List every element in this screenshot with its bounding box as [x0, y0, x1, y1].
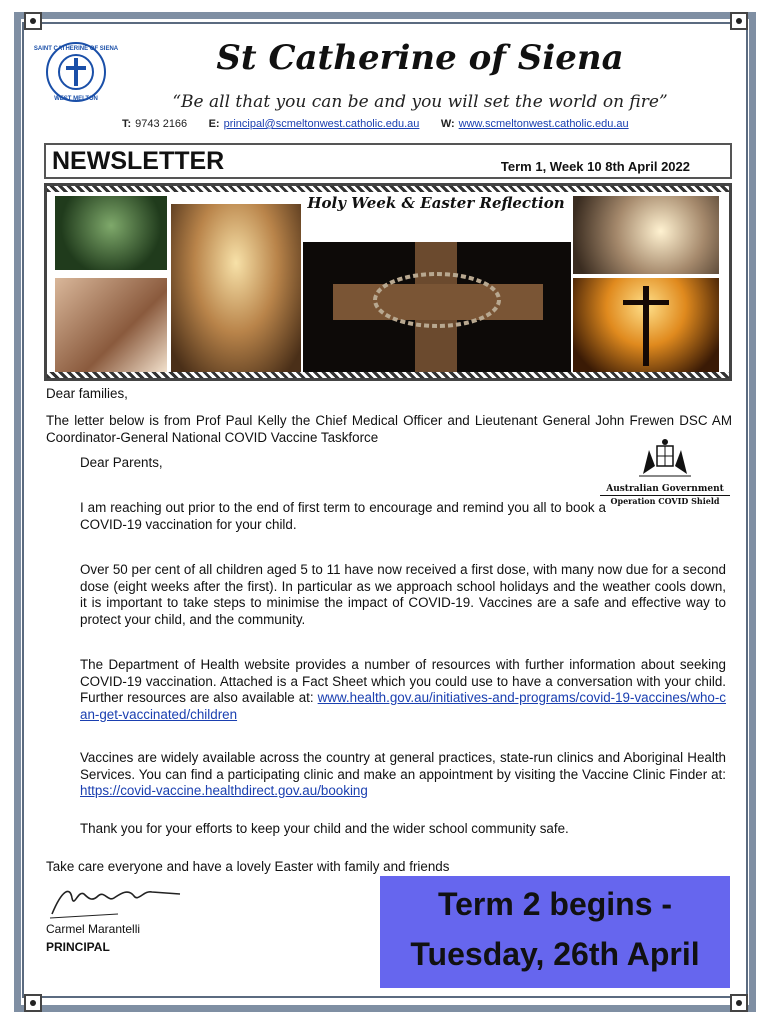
- banner-title: Holy Week & Easter Reflection: [307, 194, 565, 212]
- empty-tomb-image: [573, 196, 719, 274]
- school-motto: “Be all that you can be and you will set the world on fire”: [172, 92, 668, 112]
- principal-signature: [48, 880, 188, 920]
- school-logo: [33, 40, 119, 104]
- paragraph-3-text: The Department of Health website provides a number of resources with further information about seeking COVID-19 vaccination. Attached is a Fact Sheet which you could use to have a conversation with your child. Further resources are also available at:: [80, 657, 726, 705]
- phone-label: T:: [122, 118, 132, 130]
- cross-crown-of-thorns-image: [303, 242, 571, 372]
- letter-paragraph-1: I am reaching out prior to the end of first term to encourage and remind you all to book a COVID-19 vaccination for your child.: [80, 500, 606, 532]
- corner-rivet-bottom-left: [24, 994, 42, 1012]
- web-label: W:: [440, 118, 455, 130]
- paragraph-4-text: Vaccines are widely available across the country at general practices, state-run clinics and Aboriginal Health Services. You can find a participating clinic and make an appointment by visiting the Vaccine Clinic Finder at:: [80, 750, 726, 782]
- corner-rivet-top-left: [24, 12, 42, 30]
- dear-parents: Dear Parents,: [80, 455, 163, 470]
- health-gov-link[interactable]: www.health.gov.au/initiatives-and-programs/covid-19-vaccines/who-can-get-vaccinated/children: [80, 690, 726, 722]
- greeting: Dear families,: [46, 386, 128, 401]
- phone-number: 9743 2166: [135, 118, 188, 130]
- term-2-date: Tuesday, 26th April: [410, 936, 700, 972]
- foot-washing-image: [55, 278, 167, 372]
- newsletter-title: NEWSLETTER: [52, 147, 225, 175]
- letter-paragraph-4: [80, 750, 726, 800]
- letter-paragraph-5: Thank you for your efforts to keep your child and the wider school community safe.: [80, 821, 569, 836]
- banner-stripe-top: [47, 186, 729, 192]
- contact-line: [122, 118, 742, 130]
- last-supper-image: [171, 204, 301, 372]
- school-name: St Catherine of Siena: [216, 38, 624, 78]
- website-link[interactable]: www.scmeltonwest.catholic.edu.au: [458, 118, 629, 130]
- coat-of-arms-icon: [635, 436, 695, 480]
- email-link[interactable]: principal@scmeltonwest.catholic.edu.au: [223, 118, 420, 130]
- garden-prayer-image: [55, 196, 167, 270]
- logo-text-top: SAINT CATHERINE OF SIENA: [33, 46, 119, 52]
- corner-rivet-top-right: [730, 12, 748, 30]
- letter-intro: The letter below is from Prof Paul Kelly the Chief Medical Officer and Lieutenant General John Frewen DSC AM Coordinator-General National COVID Vaccine Taskforce: [46, 413, 732, 445]
- australian-government-badge: [600, 436, 730, 506]
- vaccine-booking-link[interactable]: https://covid-vaccine.healthdirect.gov.au/booking: [80, 783, 368, 798]
- term-2-begins: Term 2 begins -: [437, 886, 673, 922]
- corner-rivet-bottom-right: [730, 994, 748, 1012]
- term-date-info: Term 1, Week 10 8th April 2022: [500, 159, 690, 174]
- banner-stripe-bottom: [47, 372, 729, 378]
- term-2-notice: [380, 876, 730, 988]
- newsletter-bar: [44, 143, 732, 179]
- letter-paragraph-3: [80, 657, 726, 723]
- email-label: E:: [208, 118, 220, 130]
- letter-paragraph-2: Over 50 per cent of all children aged 5 to 11 have now received a first dose, with many now due for a second dose (eight weeks after the first). In particular as we approach school holidays and the weather cools down, it is important to take steps to minimise the impact of COVID-19. Vaccines are a safe and effective way to protect your child, and the community.: [80, 562, 726, 627]
- crucifix-sunset-image: [573, 278, 719, 372]
- logo-text-bottom: WEST MELTON: [54, 96, 98, 102]
- easter-banner: [44, 183, 732, 381]
- principal-name: Carmel Marantelli: [46, 922, 141, 936]
- gov-operation: Operation COVID Shield: [610, 496, 720, 506]
- gov-name: Australian Government: [600, 484, 730, 496]
- closing-line: Take care everyone and have a lovely Easter with family and friends: [46, 859, 450, 874]
- principal-title: PRINCIPAL: [46, 940, 110, 954]
